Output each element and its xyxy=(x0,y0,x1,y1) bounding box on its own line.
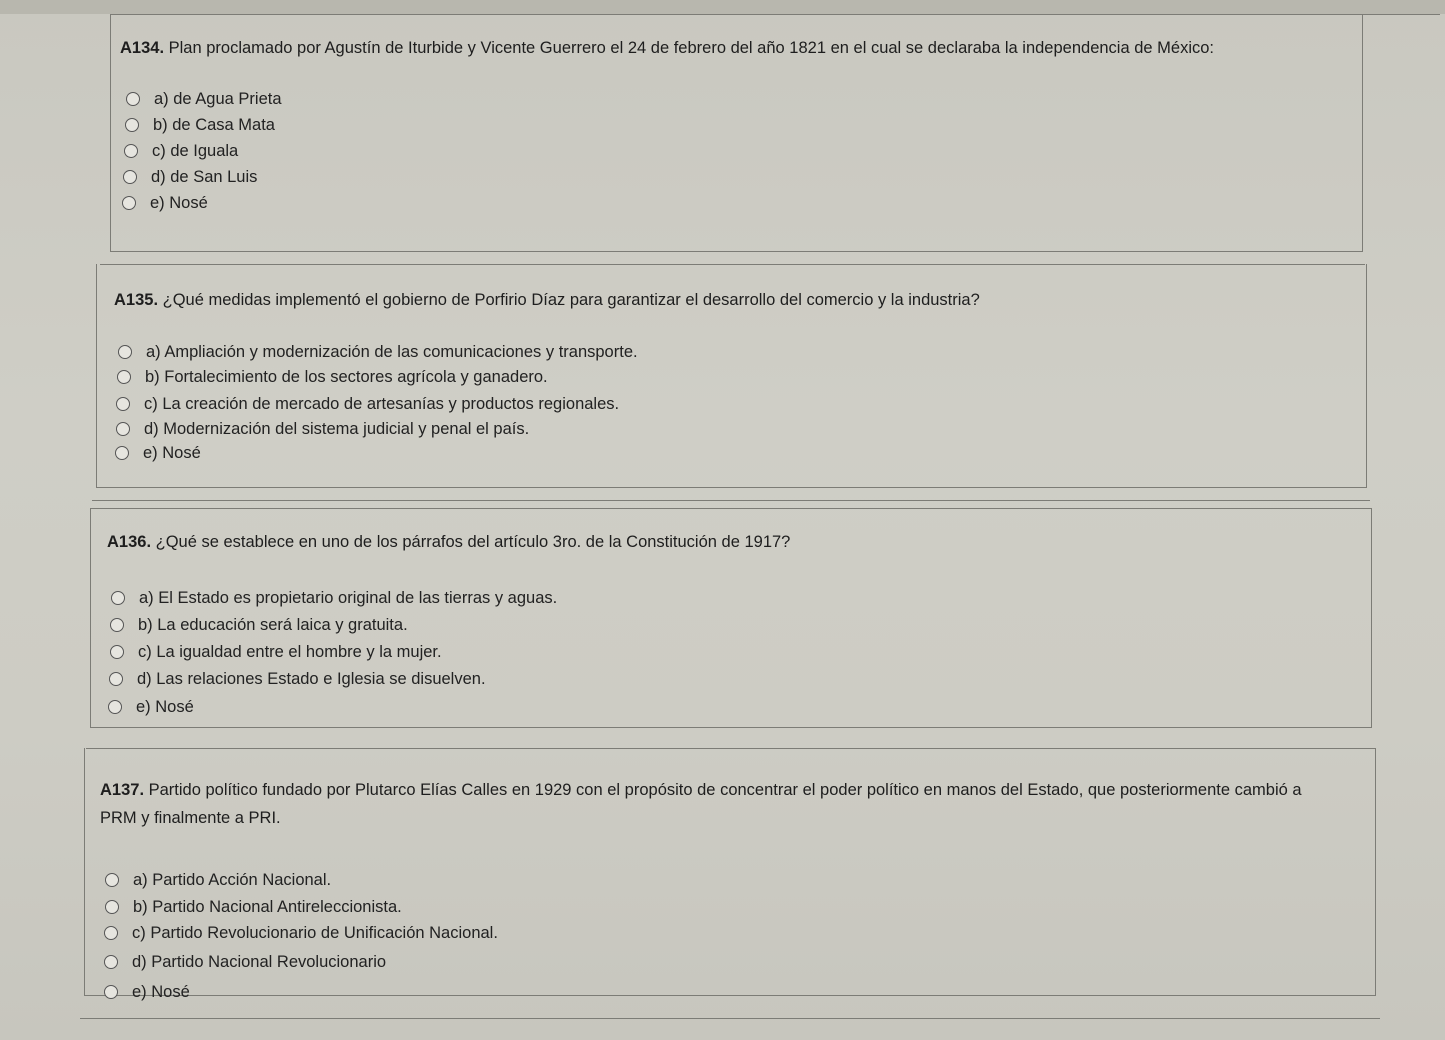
a136-option-e[interactable] xyxy=(108,694,194,720)
option-label: d) Modernización del sistema judicial y penal el país. xyxy=(144,419,530,438)
radio-button-icon[interactable] xyxy=(105,873,119,887)
question-a136-prompt: ¿Qué se establece en uno de los párrafos del artículo 3ro. de la Constitución de 1917? xyxy=(155,533,791,551)
a137-option-a[interactable] xyxy=(105,867,331,893)
option-label: c) La igualdad entre el hombre y la mujer. xyxy=(138,642,442,661)
question-a134-prompt: Plan proclamado por Agustín de Iturbide y Vicente Guerrero el 24 de febrero del año 1821 en el cual se declaraba la independencia de México: xyxy=(168,39,1215,57)
radio-button-icon[interactable] xyxy=(109,672,123,686)
radio-button-icon[interactable] xyxy=(108,700,122,714)
a137-option-b[interactable] xyxy=(105,894,402,920)
option-label: b) Partido Nacional Antireleccionista. xyxy=(133,897,402,916)
radio-button-icon[interactable] xyxy=(104,985,118,999)
a137-option-e[interactable] xyxy=(104,979,190,1005)
a137-option-d[interactable] xyxy=(104,949,386,975)
radio-button-icon[interactable] xyxy=(118,345,132,359)
question-a137-id: A137. xyxy=(100,781,145,799)
question-a136-id: A136. xyxy=(107,533,152,551)
radio-button-icon[interactable] xyxy=(110,618,124,632)
next-card-top-border xyxy=(80,1018,1380,1019)
radio-button-icon[interactable] xyxy=(111,591,125,605)
option-label: c) La creación de mercado de artesanías y productos regionales. xyxy=(144,394,620,413)
question-a137-prompt: Partido político fundado por Plutarco Elías Calles en 1929 con el propósito de concentrar el poder político en manos del Estado, que posteriormente cambió a xyxy=(148,781,1302,799)
card-a136-top-border xyxy=(92,500,1370,501)
a135-option-e[interactable] xyxy=(115,440,201,466)
option-label: d) Partido Nacional Revolucionario xyxy=(132,952,387,971)
option-label: e) Nosé xyxy=(143,443,201,462)
a135-option-d[interactable] xyxy=(116,416,529,442)
a135-option-a[interactable] xyxy=(118,339,638,365)
a136-option-d[interactable] xyxy=(109,666,486,692)
question-a137-prompt-line2: PRM y finalmente a PRI. xyxy=(100,809,281,827)
option-label: e) Nosé xyxy=(150,193,208,212)
question-a135-text xyxy=(114,286,1354,314)
option-label: b) de Casa Mata xyxy=(153,115,275,134)
radio-button-icon[interactable] xyxy=(125,118,139,132)
option-label: c) Partido Revolucionario de Unificación Nacional. xyxy=(132,923,498,942)
a134-option-b[interactable] xyxy=(125,112,275,138)
radio-button-icon[interactable] xyxy=(104,926,118,940)
option-label: a) Ampliación y modernización de las comunicaciones y transporte. xyxy=(146,342,638,361)
radio-button-icon[interactable] xyxy=(117,370,131,384)
a134-option-d[interactable] xyxy=(123,164,257,190)
question-a135-prompt: ¿Qué medidas implementó el gobierno de Porfirio Díaz para garantizar el desarrollo del comercio y la industria? xyxy=(162,291,980,309)
option-label: a) El Estado es propietario original de las tierras y aguas. xyxy=(139,588,558,607)
radio-button-icon[interactable] xyxy=(116,422,130,436)
question-a137-text xyxy=(100,776,1370,832)
radio-button-icon[interactable] xyxy=(123,170,137,184)
question-a136-text xyxy=(107,528,1347,556)
question-a134-text xyxy=(120,34,1420,62)
option-label: d) Las relaciones Estado e Iglesia se disuelven. xyxy=(137,669,486,688)
radio-button-icon[interactable] xyxy=(115,446,129,460)
a136-option-c[interactable] xyxy=(110,639,442,665)
option-label: e) Nosé xyxy=(132,982,190,1001)
radio-button-icon[interactable] xyxy=(122,196,136,210)
option-label: a) Partido Acción Nacional. xyxy=(133,870,332,889)
a136-option-b[interactable] xyxy=(110,612,408,638)
option-label: b) La educación será laica y gratuita. xyxy=(138,615,408,634)
radio-button-icon[interactable] xyxy=(124,144,138,158)
option-label: b) Fortalecimiento de los sectores agrícola y ganadero. xyxy=(145,367,548,386)
question-a135-id: A135. xyxy=(114,291,159,309)
radio-button-icon[interactable] xyxy=(126,92,140,106)
a134-option-e[interactable] xyxy=(122,190,208,216)
question-a134-id: A134. xyxy=(120,39,165,57)
option-label: d) de San Luis xyxy=(151,167,258,186)
a137-option-c[interactable] xyxy=(104,920,498,946)
option-label: c) de Iguala xyxy=(152,141,239,160)
a136-option-a[interactable] xyxy=(111,585,557,611)
radio-button-icon[interactable] xyxy=(110,645,124,659)
option-label: e) Nosé xyxy=(136,697,194,716)
page-top-edge xyxy=(0,0,1445,14)
a134-option-c[interactable] xyxy=(124,138,238,164)
a135-option-c[interactable] xyxy=(116,391,619,417)
option-label: a) de Agua Prieta xyxy=(154,89,282,108)
radio-button-icon[interactable] xyxy=(116,397,130,411)
radio-button-icon[interactable] xyxy=(105,900,119,914)
a135-option-b[interactable] xyxy=(117,364,548,390)
radio-button-icon[interactable] xyxy=(104,955,118,969)
a134-option-a[interactable] xyxy=(126,86,282,112)
